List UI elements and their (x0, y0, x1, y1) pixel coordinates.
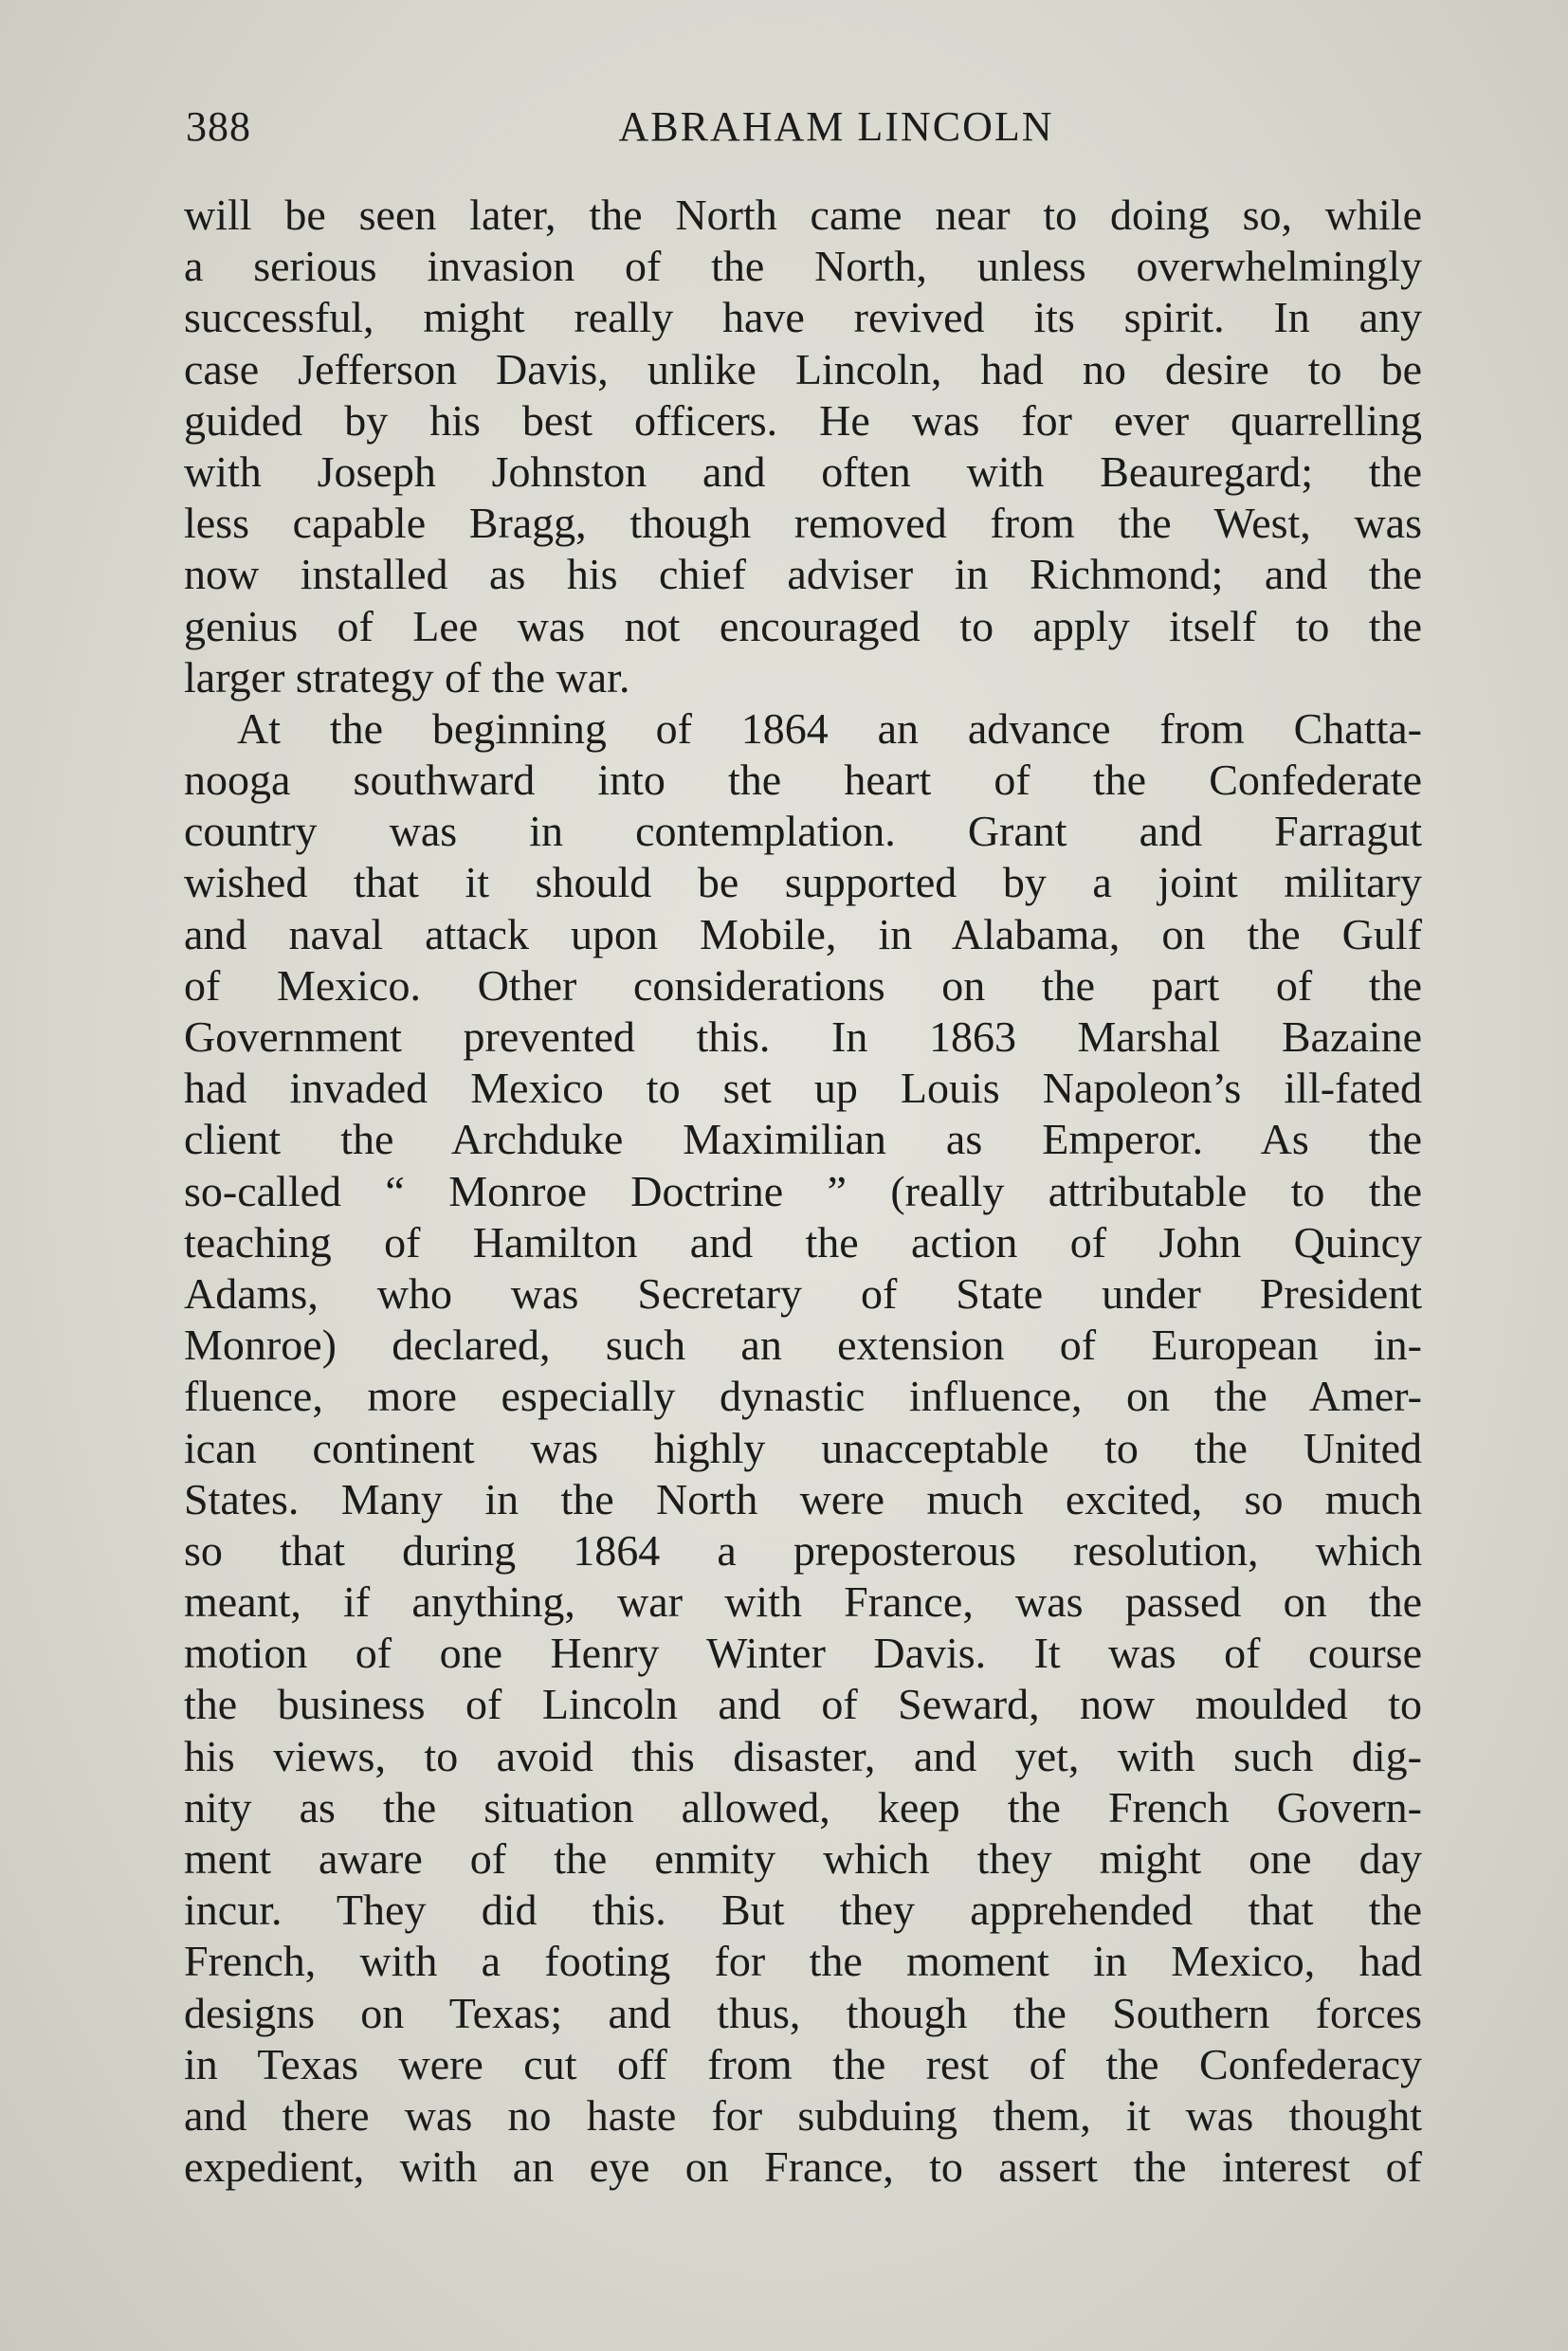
text-line: wished that it should be supported by a joint military (184, 858, 1422, 907)
text-line: will be seen later, the North came near to doing so, while (184, 191, 1422, 239)
text-line: larger strategy of the war. (184, 652, 630, 702)
text-line: guided by his best officers. He was for ever quarrelling (184, 395, 1422, 445)
text-line: Monroe) declared, such an extension of European in- (184, 1321, 1422, 1370)
text-line: genius of Lee was not encouraged to apply itself to the (184, 601, 1422, 650)
book-title: ABRAHAM LINCOLN (618, 103, 1054, 150)
text-line: of Mexico. Other considerations on the part of the (184, 960, 1422, 1010)
text-line: had invaded Mexico to set up Louis Napoleon’s ill-fated (184, 1064, 1422, 1113)
text-line: and naval attack upon Mobile, in Alabama, on the Gulf (184, 909, 1422, 958)
text-line: fluence, more especially dynastic influence, on the Amer- (184, 1372, 1422, 1421)
text-line: nity as the situation allowed, keep the French Govern- (184, 1782, 1422, 1832)
text-line: in Texas were cut off from the rest of the Confederacy (184, 2039, 1422, 2088)
text-line: teaching of Hamilton and the action of John Quincy (184, 1217, 1422, 1267)
body-text (184, 190, 1422, 2193)
text-line: and there was no haste for subduing them, it was thought (184, 2090, 1422, 2140)
text-line: States. Many in the North were much excited, so much (184, 1474, 1422, 1523)
text-line: the business of Lincoln and of Seward, now moulded to (184, 1680, 1422, 1729)
text-line: motion of one Henry Winter Davis. It was of course (184, 1629, 1422, 1678)
text-line: nooga southward into the heart of the Confederate (184, 756, 1422, 805)
text-line: with Joseph Johnston and often with Beauregard; the (184, 447, 1422, 496)
text-line: case Jefferson Davis, unlike Lincoln, had no desire to be (184, 344, 1422, 393)
text-line: a serious invasion of the North, unless overwhelmingly (184, 242, 1422, 291)
text-line: designs on Texas; and thus, though the Southern forces (184, 1988, 1422, 2037)
text-line: ican continent was highly unacceptable to the United (184, 1423, 1422, 1472)
text-line: incur. They did this. But they apprehended that the (184, 1886, 1422, 1935)
text-line: so-called “ Monroe Doctrine ” (really attributable to the (184, 1166, 1422, 1215)
text-line: French, with a footing for the moment in Mexico, had (184, 1937, 1422, 1986)
text-line: less capable Bragg, though removed from the West, was (184, 499, 1422, 548)
text-line: his views, to avoid this disaster, and yet, with such dig- (184, 1731, 1422, 1780)
text-line: country was in contemplation. Grant and Farragut (184, 807, 1422, 856)
text-line: meant, if anything, war with France, was passed on the (184, 1577, 1422, 1627)
text-line: Adams, who was Secretary of State under President (184, 1268, 1422, 1318)
text-line: successful, might really have revived its spirit. In any (184, 293, 1422, 342)
text-line: expedient, with an eye on France, to assert the interest of (184, 2142, 1422, 2192)
text-line: Government prevented this. In 1863 Marshal Bazaine (184, 1012, 1422, 1061)
text-line: now installed as his chief adviser in Richmond; and the (184, 550, 1422, 599)
text-line: At the beginning of 1864 an advance from Chatta- (237, 703, 1422, 753)
text-line: client the Archduke Maximilian as Emperor. As the (184, 1115, 1422, 1164)
text-line: so that during 1864 a preposterous resolution, which (184, 1525, 1422, 1575)
running-head (186, 99, 1420, 155)
text-line: ment aware of the enmity which they might one day (184, 1834, 1422, 1883)
page-number: 388 (186, 103, 251, 150)
